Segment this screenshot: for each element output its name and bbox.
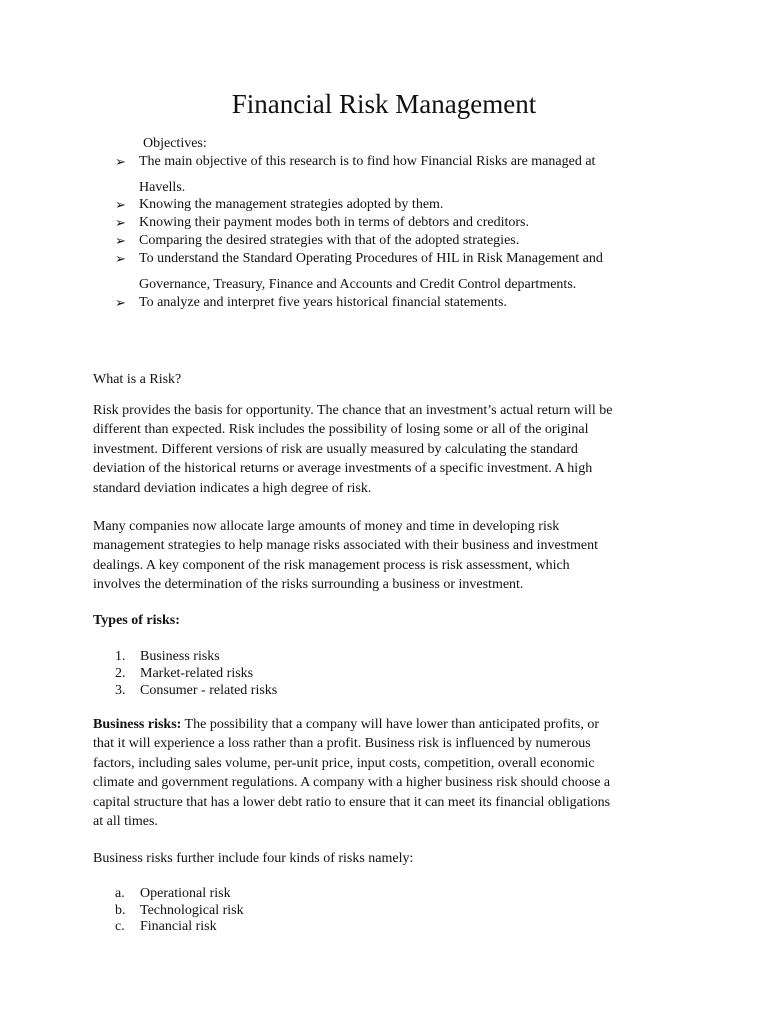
risk-definition-paragraph	[93, 401, 673, 498]
arrow-bullet-icon: ➢	[115, 215, 126, 230]
objective-text: Comparing the desired strategies with that of the adopted strategies.	[139, 233, 520, 248]
paragraph-line: different than expected. Risk includes the possibility of losing some or all of the original	[93, 422, 589, 438]
arrow-bullet-icon: ➢	[115, 233, 126, 248]
objective-text: To analyze and interpret five years historical financial statements.	[139, 295, 507, 310]
list-label: Business risks	[140, 649, 220, 664]
paragraph-line: Risk provides the basis for opportunity. The chance that an investment’s actual return will be	[93, 403, 613, 418]
paragraph-line: deviation of the historical returns or average investments of a specific investment. A high	[93, 461, 593, 477]
arrow-bullet-icon: ➢	[115, 295, 126, 310]
business-risks-further-text: Business risks further include four kinds of risks namely:	[93, 851, 414, 866]
list-number: 3.	[115, 683, 126, 698]
objective-text: The main objective of this research is to find how Financial Risks are managed at	[139, 154, 596, 169]
list-label: Operational risk	[140, 886, 231, 901]
paragraph-line: climate and government regulations. A company with a higher business risk should choose a	[93, 775, 611, 791]
arrow-bullet-icon: ➢	[115, 154, 126, 169]
objective-text: Knowing their payment modes both in terms of debtors and creditors.	[139, 215, 529, 230]
list-label: Consumer - related risks	[140, 683, 278, 698]
paragraph-line: at all times.	[93, 814, 158, 830]
business-risks-paragraph	[93, 715, 673, 831]
list-letter: a.	[115, 886, 125, 901]
list-label: Market-related risks	[140, 666, 254, 681]
list-number: 1.	[115, 649, 126, 664]
paragraph-line: capital structure that has a lower debt ratio to ensure that it can meet its financial obligations	[93, 794, 611, 810]
list-label: Financial risk	[140, 919, 217, 934]
paragraph-line: factors, including sales volume, per-unit price, input costs, competition, overall economic	[93, 755, 595, 771]
objective-text: Knowing the management strategies adopted by them.	[139, 197, 444, 212]
business-risks-label: Business risks:	[93, 717, 182, 732]
paragraph-line: involves the determination of the risks surrounding a business or investment.	[93, 577, 524, 593]
paragraph-line	[93, 715, 673, 734]
list-letter: c.	[115, 919, 125, 934]
objective-text-continued: Governance, Treasury, Finance and Accounts and Credit Control departments.	[139, 277, 577, 292]
document-title: Financial Risk Management	[231, 89, 537, 119]
paragraph-line: Many companies now allocate large amounts of money and time in developing risk	[93, 519, 560, 534]
list-letter: b.	[115, 903, 126, 918]
objectives-heading: Objectives:	[143, 136, 207, 151]
paragraph-line: that it will experience a loss rather than a profit. Business risk is influenced by numerous	[93, 736, 591, 752]
types-of-risks-heading: Types of risks:	[93, 613, 180, 628]
list-label: Technological risk	[140, 903, 244, 918]
paragraph-text: The possibility that a company will have lower than anticipated profits, or	[181, 717, 600, 732]
arrow-bullet-icon: ➢	[115, 197, 126, 212]
paragraph-line: standard deviation indicates a high degree of risk.	[93, 480, 372, 496]
paragraph-line: management strategies to help manage risks associated with their business and investment	[93, 538, 599, 554]
objective-text: To understand the Standard Operating Procedures of HIL in Risk Management and	[139, 251, 603, 266]
risk-management-paragraph	[93, 517, 673, 595]
paragraph-line: investment. Different versions of risk are usually measured by calculating the standard	[93, 441, 578, 457]
objective-text-continued: Havells.	[139, 180, 186, 195]
arrow-bullet-icon: ➢	[115, 251, 126, 266]
section-heading-what-is-risk: What is a Risk?	[93, 372, 182, 387]
list-number: 2.	[115, 666, 126, 681]
paragraph-line: dealings. A key component of the risk management process is risk assessment, which	[93, 557, 570, 573]
